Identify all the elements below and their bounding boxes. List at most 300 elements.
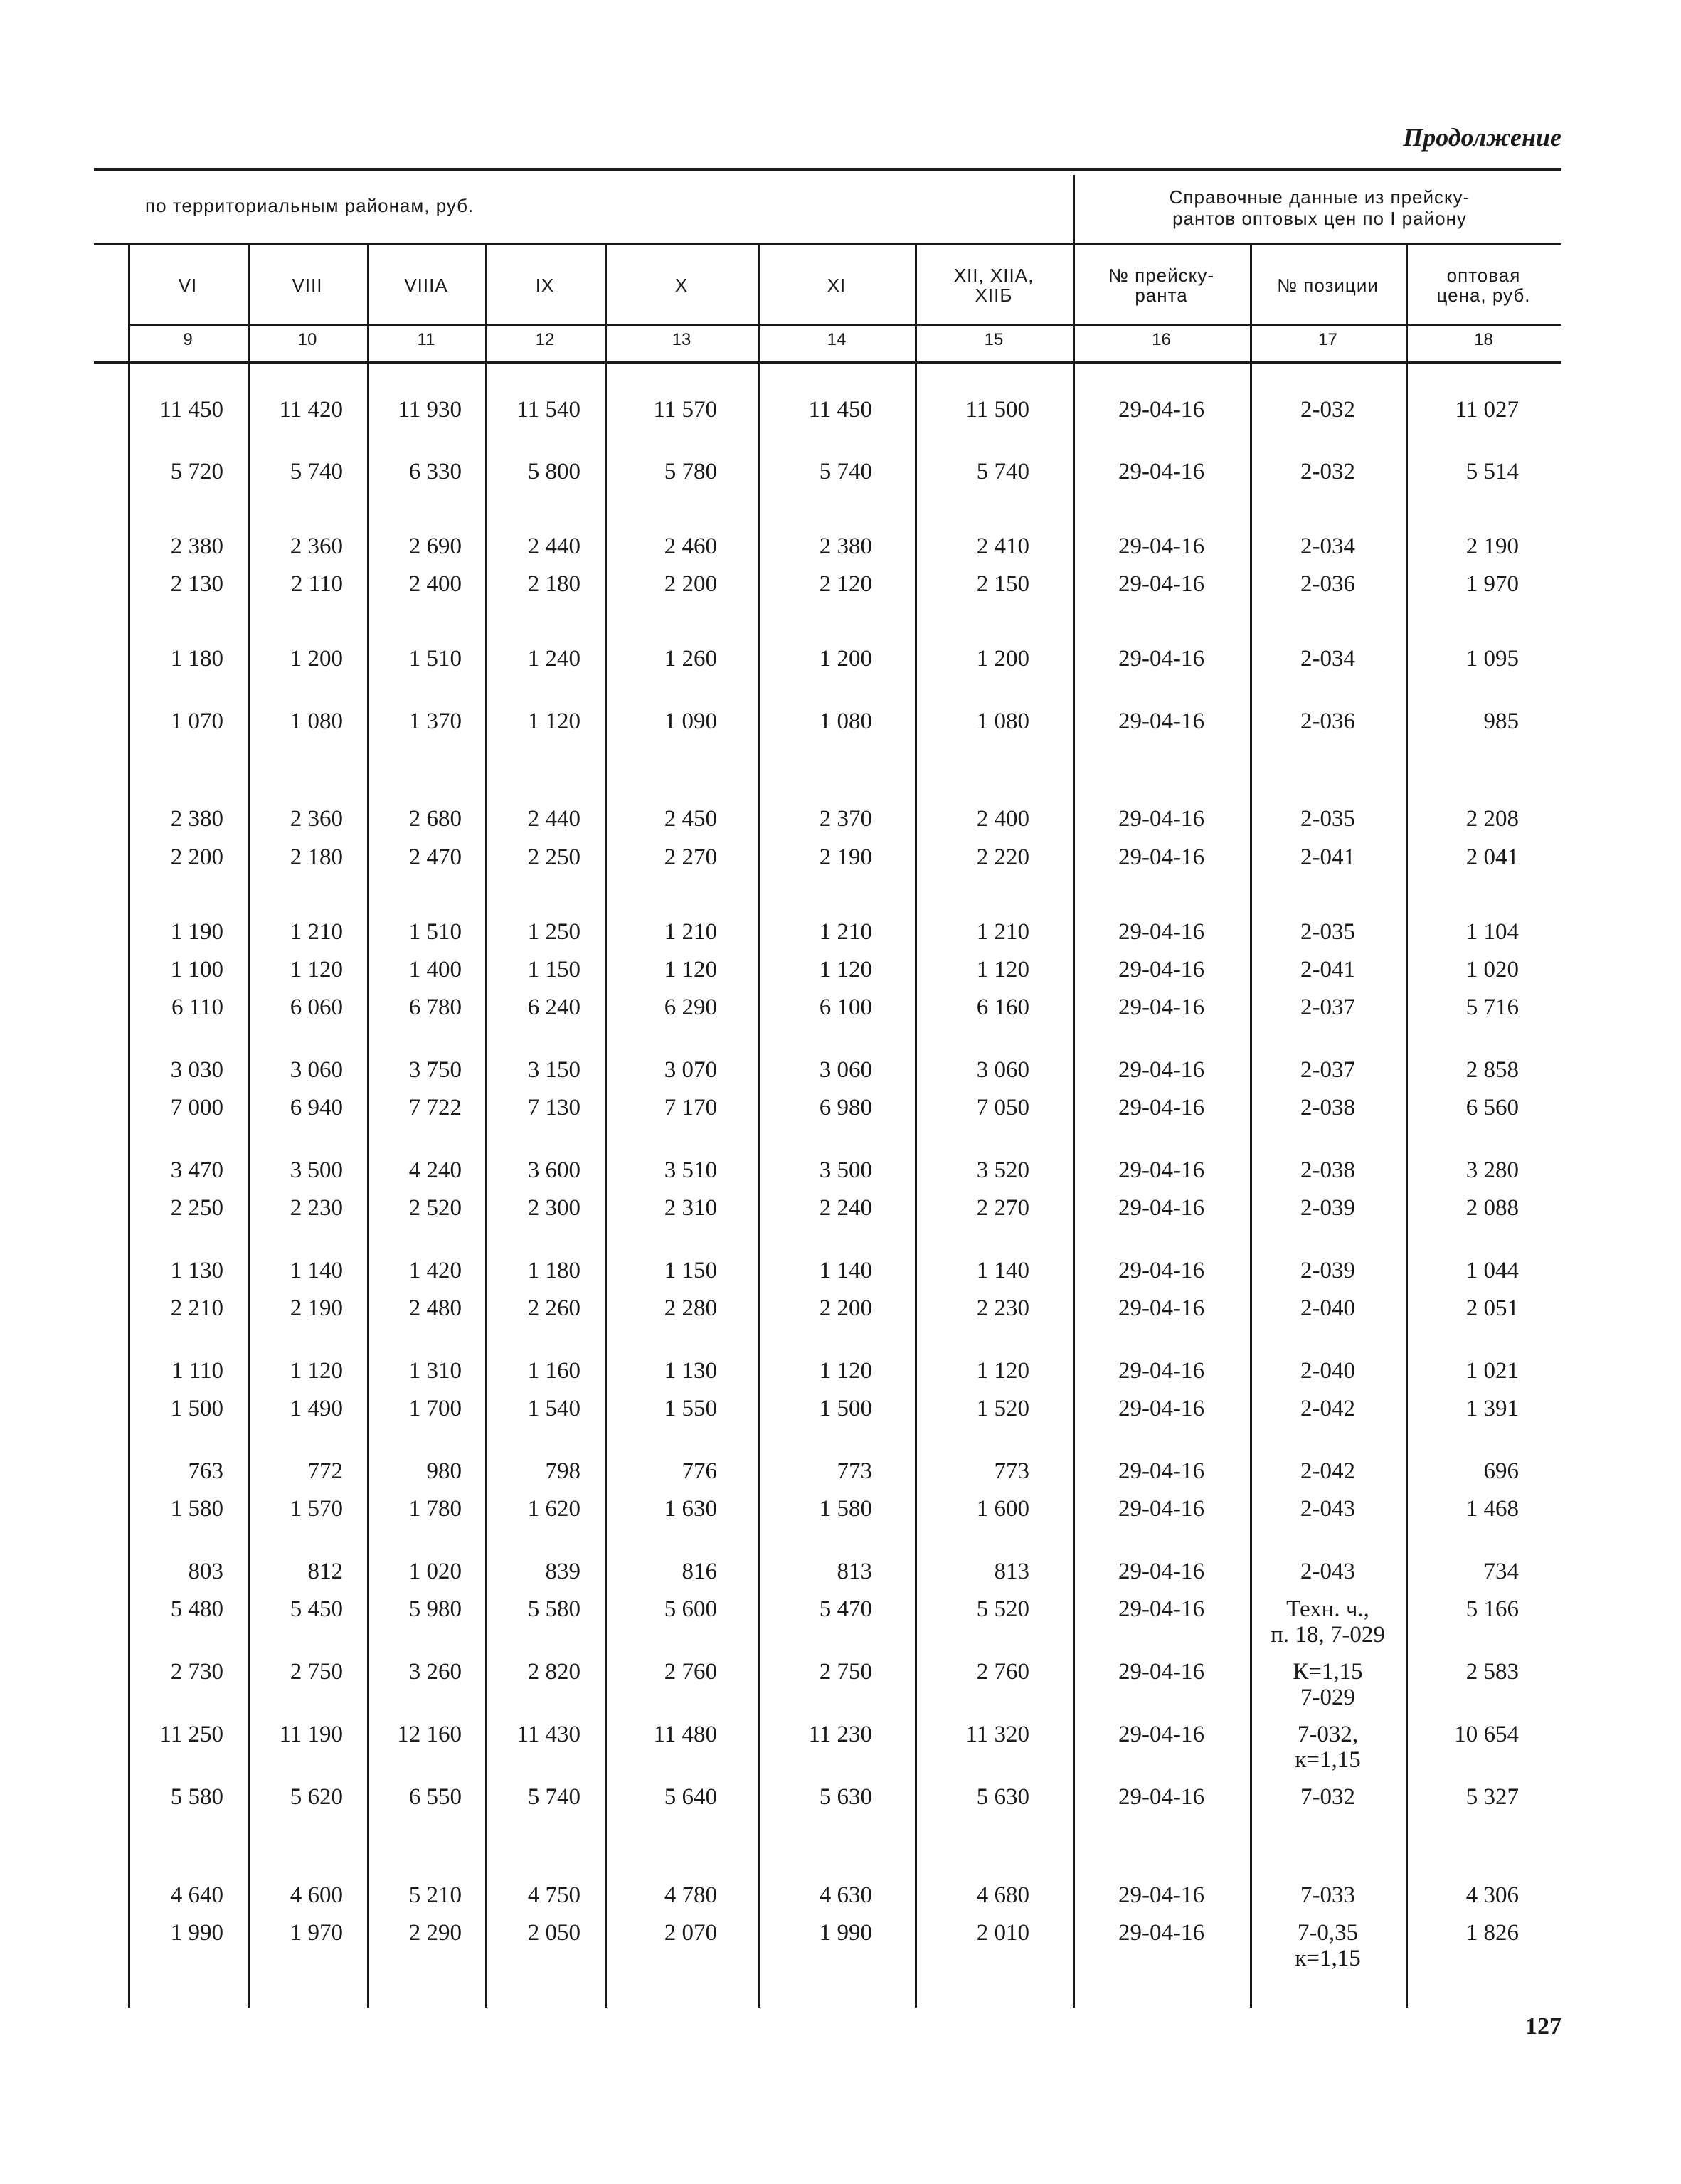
table-cell: 5 327 bbox=[1465, 1784, 1519, 1810]
table-cell: 4 640 bbox=[170, 1882, 223, 1908]
table-cell: 1 020 bbox=[1465, 957, 1519, 982]
table-cell: 1 600 bbox=[976, 1496, 1029, 1522]
table-cell: 3 750 bbox=[408, 1057, 462, 1083]
table-cell: 29-04-16 bbox=[1118, 1496, 1204, 1522]
table-cell: 1 391 bbox=[1465, 1396, 1519, 1421]
table-cell: 2 520 bbox=[408, 1195, 462, 1221]
table-cell: 1 180 bbox=[527, 1258, 580, 1283]
table-cell: 29-04-16 bbox=[1118, 534, 1204, 559]
table-cell: 1 200 bbox=[290, 646, 343, 672]
table-cell: 2 290 bbox=[408, 1920, 462, 1946]
table-cell: 2 400 bbox=[976, 806, 1029, 832]
column-rule bbox=[1250, 243, 1252, 2008]
table-cell: 5 514 bbox=[1465, 459, 1519, 484]
table-cell: 1 120 bbox=[976, 1358, 1029, 1384]
table-cell: 11 430 bbox=[516, 1722, 580, 1747]
table-cell: 1 140 bbox=[819, 1258, 872, 1283]
table-cell: 2 310 bbox=[664, 1195, 717, 1221]
table-cell: 3 600 bbox=[527, 1157, 580, 1183]
table-cell: 2 380 bbox=[170, 534, 223, 559]
table-cell: 6 560 bbox=[1465, 1095, 1519, 1120]
table-cell: 5 740 bbox=[976, 459, 1029, 484]
table-cell: 1 510 bbox=[408, 646, 462, 672]
table-cell: 2 380 bbox=[170, 806, 223, 832]
table-cell: 1 630 bbox=[664, 1496, 717, 1522]
table-cell: 2 210 bbox=[170, 1295, 223, 1321]
table-cell: 29-04-16 bbox=[1118, 1659, 1204, 1685]
table-cell: 2 250 bbox=[170, 1195, 223, 1221]
header-rule bbox=[128, 324, 1561, 326]
table-cell: 2-034 bbox=[1300, 534, 1355, 559]
table-cell: 4 780 bbox=[664, 1882, 717, 1908]
table-cell: 1 990 bbox=[170, 1920, 223, 1946]
table-cell: 2 190 bbox=[1465, 534, 1519, 559]
table-cell: 2 690 bbox=[408, 534, 462, 559]
column-header: № позиции bbox=[1277, 275, 1379, 296]
table-cell: 5 450 bbox=[290, 1596, 343, 1622]
table-cell: 2 130 bbox=[170, 571, 223, 597]
table-cell: 2 470 bbox=[408, 844, 462, 870]
table-cell: 7-032, к=1,15 bbox=[1295, 1722, 1361, 1773]
table-cell: 11 480 bbox=[653, 1722, 717, 1747]
table-cell: 6 240 bbox=[527, 995, 580, 1020]
table-cell: 2 450 bbox=[664, 806, 717, 832]
table-cell: 11 570 bbox=[653, 397, 717, 423]
table-cell: 6 550 bbox=[408, 1784, 462, 1810]
table-cell: 1 020 bbox=[408, 1559, 462, 1584]
table-cell: 29-04-16 bbox=[1118, 397, 1204, 423]
table-cell: 2 440 bbox=[527, 806, 580, 832]
column-number: 11 bbox=[417, 330, 435, 349]
table-cell: 1 240 bbox=[527, 646, 580, 672]
table-cell: 2 050 bbox=[527, 1920, 580, 1946]
table-cell: 4 630 bbox=[819, 1882, 872, 1908]
table-cell: 2 070 bbox=[664, 1920, 717, 1946]
column-number: 9 bbox=[183, 330, 193, 349]
column-number: 15 bbox=[984, 330, 1004, 349]
table-cell: 3 500 bbox=[290, 1157, 343, 1183]
table-cell: 2-043 bbox=[1300, 1496, 1355, 1522]
table-cell: 1 468 bbox=[1465, 1496, 1519, 1522]
right-group-line1: Справочные данные из прейску- bbox=[1169, 186, 1470, 208]
table-cell: 11 450 bbox=[808, 397, 872, 423]
table-cell: 7-0,35 к=1,15 bbox=[1295, 1920, 1361, 1971]
table-cell: 772 bbox=[307, 1458, 343, 1484]
column-header: X bbox=[674, 275, 689, 296]
table-cell: 5 620 bbox=[290, 1784, 343, 1810]
table-cell: 1 970 bbox=[290, 1920, 343, 1946]
table-cell: 6 330 bbox=[408, 459, 462, 484]
table-cell: 2-041 bbox=[1300, 957, 1355, 982]
table-cell: 1 130 bbox=[664, 1358, 717, 1384]
table-cell: 2-040 bbox=[1300, 1358, 1355, 1384]
table-cell: 2-041 bbox=[1300, 844, 1355, 870]
table-cell: 2-039 bbox=[1300, 1195, 1355, 1221]
table-cell: 29-04-16 bbox=[1118, 995, 1204, 1020]
table-cell: 2 190 bbox=[290, 1295, 343, 1321]
table-cell: 5 166 bbox=[1465, 1596, 1519, 1622]
colnum-rule bbox=[94, 361, 1561, 364]
table-cell: 1 090 bbox=[664, 709, 717, 734]
table-cell: 1 400 bbox=[408, 957, 462, 982]
table-cell: 2 230 bbox=[290, 1195, 343, 1221]
table-cell: 3 520 bbox=[976, 1157, 1029, 1183]
table-cell: 1 180 bbox=[170, 646, 223, 672]
table-cell: 29-04-16 bbox=[1118, 1458, 1204, 1484]
table-cell: 1 260 bbox=[664, 646, 717, 672]
table-cell: 1 490 bbox=[290, 1396, 343, 1421]
table-cell: 11 540 bbox=[516, 397, 580, 423]
table-cell: 776 bbox=[682, 1458, 717, 1484]
table-cell: 6 980 bbox=[819, 1095, 872, 1120]
column-header: VIIIA bbox=[404, 275, 448, 296]
table-cell: 1 070 bbox=[170, 709, 223, 734]
table-cell: 2 820 bbox=[527, 1659, 580, 1685]
table-cell: 1 120 bbox=[819, 1358, 872, 1384]
table-cell: 5 600 bbox=[664, 1596, 717, 1622]
right-group-line2: рантов оптовых цен по I району bbox=[1172, 208, 1467, 229]
table-cell: 2 360 bbox=[290, 806, 343, 832]
table-cell: 2-032 bbox=[1300, 459, 1355, 484]
table-cell: 2-043 bbox=[1300, 1559, 1355, 1584]
table-cell: 4 600 bbox=[290, 1882, 343, 1908]
table-cell: 2-040 bbox=[1300, 1295, 1355, 1321]
table-cell: 29-04-16 bbox=[1118, 1396, 1204, 1421]
table-cell: 4 240 bbox=[408, 1157, 462, 1183]
table-cell: 1 570 bbox=[290, 1496, 343, 1522]
table-cell: 1 190 bbox=[170, 919, 223, 945]
table-cell: 2-036 bbox=[1300, 571, 1355, 597]
table-cell: 29-04-16 bbox=[1118, 844, 1204, 870]
table-cell: 6 160 bbox=[976, 995, 1029, 1020]
table-cell: 7 130 bbox=[527, 1095, 580, 1120]
table-cell: 812 bbox=[307, 1559, 343, 1584]
table-cell: 2-042 bbox=[1300, 1458, 1355, 1484]
table-cell: 1 510 bbox=[408, 919, 462, 945]
column-rule bbox=[605, 243, 607, 2008]
table-cell: 2 300 bbox=[527, 1195, 580, 1221]
table-cell: 11 190 bbox=[279, 1722, 343, 1747]
table-cell: Техн. ч., п. 18, 7-029 bbox=[1271, 1596, 1385, 1648]
table-cell: 2 270 bbox=[664, 844, 717, 870]
table-cell: 29-04-16 bbox=[1118, 1258, 1204, 1283]
column-rule bbox=[1406, 243, 1408, 2008]
table-cell: 1 104 bbox=[1465, 919, 1519, 945]
table-cell: 29-04-16 bbox=[1118, 1920, 1204, 1946]
left-group-header: по территориальным районам, руб. bbox=[145, 195, 474, 216]
table-cell: 2 730 bbox=[170, 1659, 223, 1685]
table-cell: 11 230 bbox=[808, 1722, 872, 1747]
top-rule bbox=[94, 168, 1561, 171]
table-cell: 773 bbox=[994, 1458, 1029, 1484]
table-cell: 2 360 bbox=[290, 534, 343, 559]
table-cell: 11 500 bbox=[965, 397, 1029, 423]
table-cell: 12 160 bbox=[397, 1722, 462, 1747]
table-cell: 773 bbox=[837, 1458, 872, 1484]
table-cell: 2 270 bbox=[976, 1195, 1029, 1221]
table-cell: 2 440 bbox=[527, 534, 580, 559]
table-cell: 2 200 bbox=[819, 1295, 872, 1321]
column-rule bbox=[367, 243, 369, 2008]
table-cell: К=1,15 7-029 bbox=[1293, 1659, 1363, 1710]
table-cell: 1 120 bbox=[290, 957, 343, 982]
column-header: VIII bbox=[292, 275, 323, 296]
page-number: 127 bbox=[1525, 2013, 1561, 2040]
table-cell: 29-04-16 bbox=[1118, 1358, 1204, 1384]
table-cell: 3 060 bbox=[290, 1057, 343, 1083]
table-cell: 4 750 bbox=[527, 1882, 580, 1908]
table-cell: 2 370 bbox=[819, 806, 872, 832]
column-rule bbox=[248, 243, 250, 2008]
table-cell: 1 500 bbox=[819, 1396, 872, 1421]
column-number: 13 bbox=[672, 330, 691, 349]
table-cell: 29-04-16 bbox=[1118, 646, 1204, 672]
table-cell: 2 760 bbox=[664, 1659, 717, 1685]
table-cell: 11 450 bbox=[159, 397, 223, 423]
table-cell: 3 280 bbox=[1465, 1157, 1519, 1183]
table-cell: 5 630 bbox=[819, 1784, 872, 1810]
table-cell: 2 180 bbox=[290, 844, 343, 870]
table-cell: 1 120 bbox=[819, 957, 872, 982]
table-cell: 1 120 bbox=[527, 709, 580, 734]
table-cell: 2-036 bbox=[1300, 709, 1355, 734]
table-cell: 1 150 bbox=[664, 1258, 717, 1283]
table-cell: 5 580 bbox=[527, 1596, 580, 1622]
table-cell: 696 bbox=[1483, 1458, 1519, 1484]
table-cell: 5 210 bbox=[408, 1882, 462, 1908]
table-cell: 29-04-16 bbox=[1118, 1559, 1204, 1584]
table-cell: 1 120 bbox=[290, 1358, 343, 1384]
column-header: XI bbox=[827, 275, 847, 296]
table-cell: 2-042 bbox=[1300, 1396, 1355, 1421]
table-cell: 1 310 bbox=[408, 1358, 462, 1384]
table-cell: 2 220 bbox=[976, 844, 1029, 870]
column-header: оптовая цена, руб. bbox=[1436, 265, 1531, 306]
table-cell: 3 470 bbox=[170, 1157, 223, 1183]
table-cell: 29-04-16 bbox=[1118, 459, 1204, 484]
table-cell: 1 210 bbox=[664, 919, 717, 945]
table-cell: 3 030 bbox=[170, 1057, 223, 1083]
table-cell: 1 080 bbox=[819, 709, 872, 734]
table-cell: 734 bbox=[1483, 1559, 1519, 1584]
table-cell: 2 460 bbox=[664, 534, 717, 559]
table-cell: 29-04-16 bbox=[1118, 1157, 1204, 1183]
table-cell: 7 050 bbox=[976, 1095, 1029, 1120]
table-cell: 2 120 bbox=[819, 571, 872, 597]
group-rule bbox=[94, 243, 1561, 245]
table-cell: 5 480 bbox=[170, 1596, 223, 1622]
table-cell: 2 041 bbox=[1465, 844, 1519, 870]
column-number: 12 bbox=[535, 330, 555, 349]
table-cell: 6 100 bbox=[819, 995, 872, 1020]
table-cell: 7 722 bbox=[408, 1095, 462, 1120]
table-cell: 2 180 bbox=[527, 571, 580, 597]
table-cell: 2 750 bbox=[819, 1659, 872, 1685]
table-cell: 10 654 bbox=[1454, 1722, 1519, 1747]
table-cell: 1 210 bbox=[976, 919, 1029, 945]
table-cell: 29-04-16 bbox=[1118, 1722, 1204, 1747]
table-cell: 4 680 bbox=[976, 1882, 1029, 1908]
table-cell: 7-033 bbox=[1300, 1882, 1355, 1908]
table-cell: 1 095 bbox=[1465, 646, 1519, 672]
table-cell: 763 bbox=[188, 1458, 223, 1484]
table-cell: 29-04-16 bbox=[1118, 957, 1204, 982]
table-cell: 5 740 bbox=[527, 1784, 580, 1810]
table-cell: 1 080 bbox=[976, 709, 1029, 734]
table-cell: 11 027 bbox=[1455, 397, 1519, 423]
table-cell: 2 230 bbox=[976, 1295, 1029, 1321]
table-cell: 5 780 bbox=[664, 459, 717, 484]
table-cell: 29-04-16 bbox=[1118, 709, 1204, 734]
table-cell: 1 990 bbox=[819, 1920, 872, 1946]
table-cell: 2 858 bbox=[1465, 1057, 1519, 1083]
table-cell: 2-034 bbox=[1300, 646, 1355, 672]
table-cell: 2-037 bbox=[1300, 1057, 1355, 1083]
table-cell: 6 780 bbox=[408, 995, 462, 1020]
table-cell: 1 970 bbox=[1465, 571, 1519, 597]
table-cell: 29-04-16 bbox=[1118, 1195, 1204, 1221]
table-cell: 1 160 bbox=[527, 1358, 580, 1384]
table-cell: 2-035 bbox=[1300, 806, 1355, 832]
table-cell: 1 520 bbox=[976, 1396, 1029, 1421]
table-cell: 6 110 bbox=[171, 995, 223, 1020]
table-cell: 2 280 bbox=[664, 1295, 717, 1321]
table-cell: 2 380 bbox=[819, 534, 872, 559]
table-cell: 2 760 bbox=[976, 1659, 1029, 1685]
table-cell: 1 200 bbox=[819, 646, 872, 672]
table-cell: 3 150 bbox=[527, 1057, 580, 1083]
table-cell: 2-039 bbox=[1300, 1258, 1355, 1283]
table-cell: 29-04-16 bbox=[1118, 1882, 1204, 1908]
table-cell: 5 470 bbox=[819, 1596, 872, 1622]
table-cell: 839 bbox=[545, 1559, 580, 1584]
table-cell: 2 051 bbox=[1465, 1295, 1519, 1321]
table-cell: 5 720 bbox=[170, 459, 223, 484]
table-cell: 2 583 bbox=[1465, 1659, 1519, 1685]
table-cell: 803 bbox=[188, 1559, 223, 1584]
column-rule bbox=[758, 243, 760, 2008]
table-cell: 29-04-16 bbox=[1118, 919, 1204, 945]
table-cell: 2-032 bbox=[1300, 397, 1355, 423]
table-cell: 3 060 bbox=[819, 1057, 872, 1083]
column-rule bbox=[485, 243, 487, 2008]
table-cell: 1 780 bbox=[408, 1496, 462, 1522]
table-cell: 813 bbox=[994, 1559, 1029, 1584]
table-cell: 5 630 bbox=[976, 1784, 1029, 1810]
table-cell: 1 620 bbox=[527, 1496, 580, 1522]
table-cell: 5 740 bbox=[290, 459, 343, 484]
table-cell: 1 580 bbox=[819, 1496, 872, 1522]
table-cell: 29-04-16 bbox=[1118, 571, 1204, 597]
table-cell: 1 826 bbox=[1465, 1920, 1519, 1946]
table-cell: 5 716 bbox=[1465, 995, 1519, 1020]
column-rule bbox=[128, 243, 130, 2008]
table-cell: 1 044 bbox=[1465, 1258, 1519, 1283]
column-number: 18 bbox=[1474, 330, 1493, 349]
table-cell: 1 250 bbox=[527, 919, 580, 945]
table-cell: 4 306 bbox=[1465, 1882, 1519, 1908]
table-cell: 1 080 bbox=[290, 709, 343, 734]
table-cell: 2 680 bbox=[408, 806, 462, 832]
table-cell: 1 140 bbox=[976, 1258, 1029, 1283]
table-cell: 5 640 bbox=[664, 1784, 717, 1810]
table-cell: 29-04-16 bbox=[1118, 1295, 1204, 1321]
table-cell: 5 520 bbox=[976, 1596, 1029, 1622]
table-cell: 3 060 bbox=[976, 1057, 1029, 1083]
table-cell: 1 120 bbox=[976, 957, 1029, 982]
table-cell: 7-032 bbox=[1300, 1784, 1355, 1810]
table-cell: 5 800 bbox=[527, 459, 580, 484]
table-cell: 29-04-16 bbox=[1118, 1057, 1204, 1083]
table-cell: 3 070 bbox=[664, 1057, 717, 1083]
column-rule bbox=[1073, 175, 1075, 2008]
table-cell: 6 060 bbox=[290, 995, 343, 1020]
table-cell: 985 bbox=[1483, 709, 1519, 734]
table-cell: 2 200 bbox=[664, 571, 717, 597]
table-cell: 11 420 bbox=[279, 397, 343, 423]
table-cell: 1 700 bbox=[408, 1396, 462, 1421]
table-cell: 1 370 bbox=[408, 709, 462, 734]
table-cell: 1 110 bbox=[171, 1358, 223, 1384]
table-cell: 2 208 bbox=[1465, 806, 1519, 832]
table-cell: 2 200 bbox=[170, 844, 223, 870]
table-cell: 11 250 bbox=[159, 1722, 223, 1747]
table-cell: 2 250 bbox=[527, 844, 580, 870]
table-cell: 2-038 bbox=[1300, 1157, 1355, 1183]
table-cell: 1 120 bbox=[664, 957, 717, 982]
column-number: 14 bbox=[827, 330, 847, 349]
table-cell: 2 150 bbox=[976, 571, 1029, 597]
table-cell: 2 480 bbox=[408, 1295, 462, 1321]
table-cell: 1 150 bbox=[527, 957, 580, 982]
table-cell: 1 100 bbox=[170, 957, 223, 982]
table-cell: 1 200 bbox=[976, 646, 1029, 672]
table-cell: 1 420 bbox=[408, 1258, 462, 1283]
table-cell: 1 130 bbox=[170, 1258, 223, 1283]
table-cell: 6 290 bbox=[664, 995, 717, 1020]
table-cell: 11 930 bbox=[398, 397, 462, 423]
table-cell: 29-04-16 bbox=[1118, 806, 1204, 832]
table-cell: 1 550 bbox=[664, 1396, 717, 1421]
table-cell: 2 010 bbox=[976, 1920, 1029, 1946]
table-cell: 7 170 bbox=[664, 1095, 717, 1120]
table-cell: 29-04-16 bbox=[1118, 1095, 1204, 1120]
table-cell: 5 580 bbox=[170, 1784, 223, 1810]
table-cell: 2 400 bbox=[408, 571, 462, 597]
table-cell: 3 260 bbox=[408, 1659, 462, 1685]
column-header: XII, XIIA, XIIБ bbox=[953, 265, 1034, 306]
right-group-header bbox=[1074, 186, 1565, 229]
table-cell: 1 140 bbox=[290, 1258, 343, 1283]
table-cell: 2 260 bbox=[527, 1295, 580, 1321]
table-cell: 1 210 bbox=[819, 919, 872, 945]
table-cell: 7 000 bbox=[170, 1095, 223, 1120]
table-cell: 2-038 bbox=[1300, 1095, 1355, 1120]
table-cell: 813 bbox=[837, 1559, 872, 1584]
table-cell: 2 110 bbox=[290, 571, 343, 597]
table-cell: 2-037 bbox=[1300, 995, 1355, 1020]
column-number: 10 bbox=[297, 330, 317, 349]
table-cell: 3 510 bbox=[664, 1157, 717, 1183]
table-cell: 29-04-16 bbox=[1118, 1784, 1204, 1810]
table-cell: 2 190 bbox=[819, 844, 872, 870]
column-number: 17 bbox=[1318, 330, 1337, 349]
column-header: IX bbox=[535, 275, 555, 296]
table-cell: 5 980 bbox=[408, 1596, 462, 1622]
column-rule bbox=[915, 243, 917, 2008]
table-cell: 816 bbox=[682, 1559, 717, 1584]
table-cell: 2 088 bbox=[1465, 1195, 1519, 1221]
